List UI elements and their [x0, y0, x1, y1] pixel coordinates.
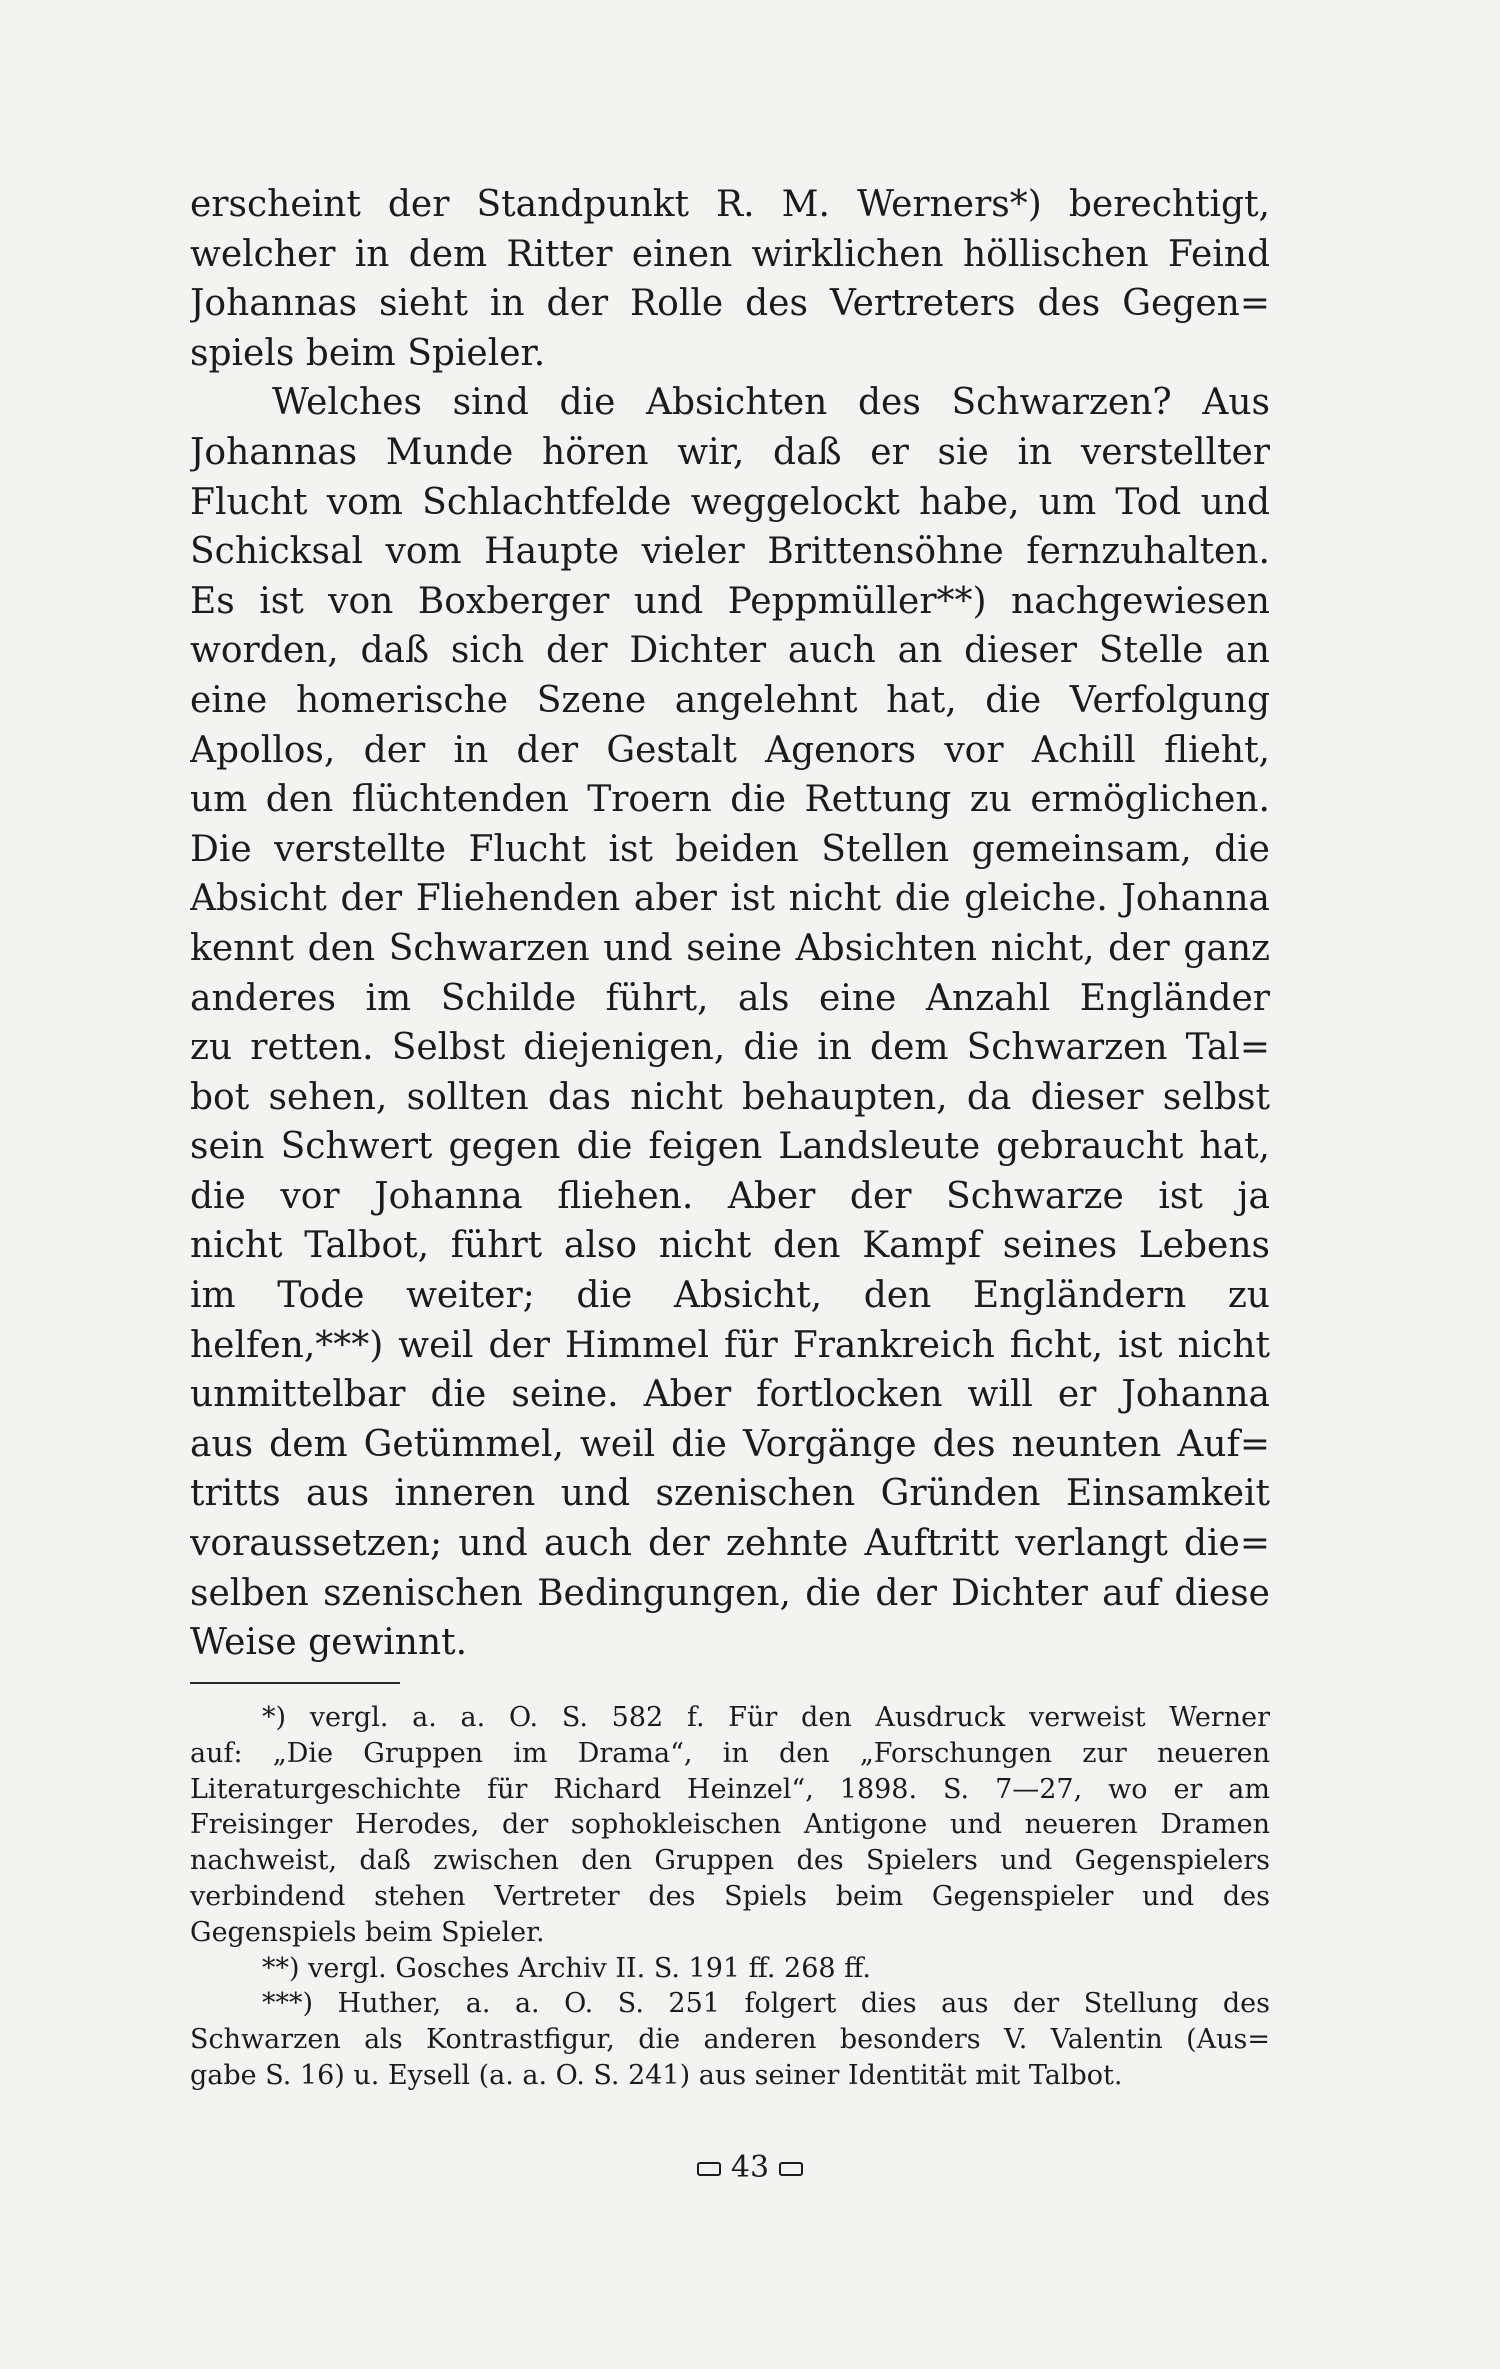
- text-line: kennt den Schwarzen und seine Absichten nicht, der ganz: [190, 927, 1270, 969]
- footnote-divider: [190, 1682, 400, 1684]
- text-line: im Tode weiter; die Absicht, den Engländern zu: [190, 1275, 1270, 1317]
- footnotes: [190, 1700, 1270, 2094]
- text-line: voraussetzen; und auch der zehnte Auftritt verlangt die=: [190, 1523, 1270, 1565]
- footnote-line: Schwarzen als Kontrastfigur, die anderen besonders V. Valentin (Aus=: [190, 2024, 1270, 2056]
- footnote-line: nachweist, daß zwischen den Gruppen des Spielers und Gegenspielers: [190, 1845, 1270, 1877]
- footnote-line: *) vergl. a. a. O. S. 582 f. Für den Ausdruck verweist Werner: [262, 1702, 1270, 1733]
- text-line: Absicht der Fliehenden aber ist nicht die gleiche. Johanna: [190, 878, 1270, 920]
- text-line: bot sehen, sollten das nicht behaupten, da dieser selbst: [190, 1076, 1270, 1118]
- page-number: 43: [730, 2150, 770, 2185]
- text-line: unmittelbar die seine. Aber fortlocken will er Johanna: [190, 1374, 1270, 1416]
- footnote-line: verbindend stehen Vertreter des Spiels beim Gegenspieler und des: [190, 1880, 1270, 1912]
- text-line: helfen,***) weil der Himmel für Frankreich ficht, ist nicht: [190, 1324, 1270, 1366]
- text-line: Es ist von Boxberger und Peppmüller**) nachgewiesen: [190, 580, 1270, 622]
- text-line: nicht Talbot, führt also nicht den Kampf seines Lebens: [190, 1225, 1270, 1267]
- text-line: anderes im Schilde führt, als eine Anzahl Engländer: [190, 977, 1270, 1019]
- footnote-line: auf: „Die Gruppen im Drama“, in den „Forschungen zur neueren: [190, 1737, 1270, 1769]
- text-line: zu retten. Selbst diejenigen, die in dem Schwarzen Tal=: [190, 1027, 1270, 1069]
- text-line: worden, daß sich der Dichter auch an dieser Stelle an: [190, 630, 1270, 672]
- text-line: Johannas Munde hören wir, daß er sie in verstellter: [190, 431, 1270, 473]
- text-line: die vor Johanna fliehen. Aber der Schwarze ist ja: [190, 1175, 1270, 1217]
- text-line: Flucht vom Schlachtfelde weggelockt habe, um Tod und: [190, 481, 1270, 523]
- text-line: welcher in dem Ritter einen wirklichen höllischen Feind: [190, 233, 1270, 275]
- text-line: Weise gewinnt.: [190, 1622, 468, 1664]
- text-line: eine homerische Szene angelehnt hat, die Verfolgung: [190, 679, 1270, 721]
- footnote-line: Freisinger Herodes, der sophokleischen Antigone und neueren Dramen: [190, 1809, 1270, 1841]
- text-line: spiels beim Spieler.: [190, 332, 546, 374]
- footnote-line: gabe S. 16) u. Eysell (a. a. O. S. 241) aus seiner Identität mit Talbot.: [190, 2059, 1123, 2091]
- footnote-line: **) vergl. Gosches Archiv II. S. 191 ff. 268 ff.: [262, 1952, 871, 1984]
- footnote-line: Literaturgeschichte für Richard Heinzel“, 1898. S. 7—27, wo er am: [190, 1773, 1270, 1805]
- ornament-box-right: [779, 2162, 803, 2176]
- footnote-line: Gegenspiels beim Spieler.: [190, 1916, 545, 1948]
- text-line: selben szenischen Bedingungen, die der Dichter auf diese: [190, 1572, 1270, 1614]
- ornament-box-left: [697, 2162, 721, 2176]
- text-line: Schicksal vom Haupte vieler Brittensöhne fernzuhalten.: [190, 531, 1270, 573]
- text-line: Johannas sieht in der Rolle des Vertreters des Gegen=: [190, 283, 1270, 325]
- text-line: um den flüchtenden Troern die Rettung zu ermöglichen.: [190, 779, 1270, 821]
- body-text: [190, 180, 1270, 1668]
- footnote-line: ***) Huther, a. a. O. S. 251 folgert dies aus der Stellung des: [262, 1988, 1270, 2020]
- text-line: Die verstellte Flucht ist beiden Stellen gemeinsam, die: [190, 828, 1270, 870]
- page-number-footer: [0, 2150, 1500, 2185]
- text-line: Apollos, der in der Gestalt Agenors vor Achill flieht,: [190, 729, 1270, 771]
- text-line: sein Schwert gegen die feigen Landsleute gebraucht hat,: [190, 1126, 1270, 1168]
- text-line: tritts aus inneren und szenischen Gründen Einsamkeit: [190, 1473, 1270, 1515]
- text-line: aus dem Getümmel, weil die Vorgänge des neunten Auf=: [190, 1423, 1270, 1465]
- text-line: Welches sind die Absichten des Schwarzen? Aus: [272, 382, 1270, 424]
- text-line: erscheint der Standpunkt R. M. Werners*) berechtigt,: [190, 184, 1270, 225]
